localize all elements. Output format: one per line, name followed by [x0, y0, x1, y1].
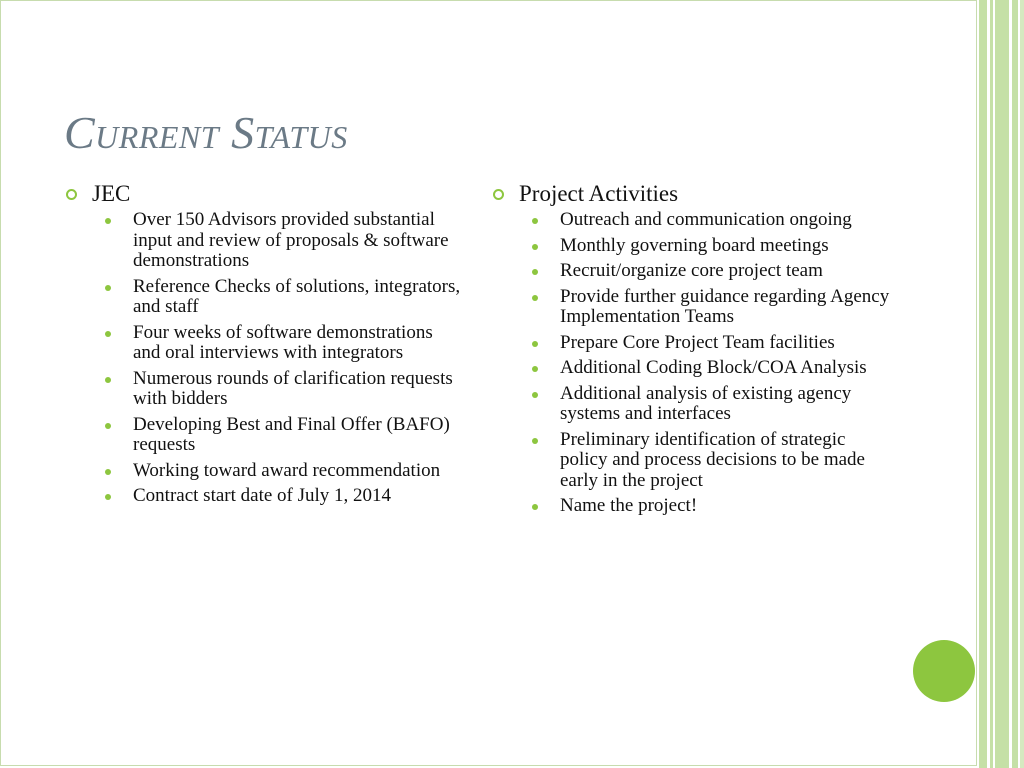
dot-bullet-icon — [532, 392, 538, 398]
list-item-text: Working toward award recommendation — [133, 459, 441, 481]
decorative-stripe — [990, 0, 993, 768]
decorative-stripe — [995, 0, 1009, 768]
slide-title: Current Status — [64, 107, 348, 158]
list-item-text: Numerous rounds of clarification requests with bidders — [133, 367, 453, 409]
project-activities-list — [519, 210, 891, 517]
list-item — [519, 333, 891, 354]
list-item — [519, 210, 891, 231]
right-column — [491, 180, 891, 522]
list-item — [92, 210, 464, 272]
list-item-text: Recruit/organize core project team — [560, 260, 823, 281]
list-item-text: Additional Coding Block/COA Analysis — [560, 357, 867, 378]
list-item — [92, 415, 464, 456]
jec-heading: JEC — [92, 181, 131, 206]
list-item-text: Name the project! — [560, 495, 698, 516]
jec-list — [92, 210, 464, 507]
list-item — [519, 430, 891, 492]
list-item — [519, 358, 891, 379]
left-column — [64, 180, 464, 512]
list-item-text: Additional analysis of existing agency systems and interfaces — [560, 382, 852, 424]
list-item — [519, 287, 891, 328]
list-item — [92, 461, 464, 482]
list-item — [92, 323, 464, 364]
list-item — [92, 486, 464, 507]
dot-bullet-icon — [532, 218, 538, 224]
dot-bullet-icon — [532, 295, 538, 301]
list-item — [519, 261, 891, 282]
dot-bullet-icon — [532, 366, 538, 372]
dot-bullet-icon — [532, 244, 538, 250]
project-activities-bullet — [491, 180, 891, 517]
decorative-stripe — [1012, 0, 1018, 768]
list-item — [519, 236, 891, 257]
list-item — [92, 369, 464, 410]
ring-bullet-icon — [66, 189, 77, 200]
dot-bullet-icon — [105, 377, 111, 383]
decorative-stripe — [1020, 0, 1024, 768]
list-item-text: Outreach and communication ongoing — [560, 209, 852, 230]
jec-bullet — [64, 180, 464, 507]
list-item-text: Four weeks of software demonstrations and oral interviews with integrators — [133, 321, 433, 363]
list-item — [92, 277, 464, 318]
project-activities-heading: Project Activities — [519, 181, 679, 206]
list-item-text: Developing Best and Final Offer (BAFO) requests — [133, 413, 450, 455]
dot-bullet-icon — [532, 341, 538, 347]
dot-bullet-icon — [105, 285, 111, 291]
list-item-text: Over 150 Advisors provided substantial input and review of proposals & software demonstrations — [133, 209, 449, 271]
dot-bullet-icon — [105, 469, 111, 475]
dot-bullet-icon — [105, 423, 111, 429]
dot-bullet-icon — [105, 331, 111, 337]
dot-bullet-icon — [105, 218, 111, 224]
ring-bullet-icon — [493, 189, 504, 200]
list-item-text: Reference Checks of solutions, integrators, and staff — [133, 275, 461, 317]
list-item — [519, 496, 891, 517]
dot-bullet-icon — [105, 494, 111, 500]
list-item — [519, 384, 891, 425]
decorative-circle — [913, 640, 975, 702]
list-item-text: Preliminary identification of strategic policy and process decisions to be made early in the project — [560, 428, 865, 491]
list-item-text: Prepare Core Project Team facilities — [560, 331, 835, 353]
list-item-text: Monthly governing board meetings — [560, 234, 829, 256]
decorative-stripe — [979, 0, 987, 768]
dot-bullet-icon — [532, 438, 538, 444]
list-item-text: Contract start date of July 1, 2014 — [133, 485, 392, 506]
dot-bullet-icon — [532, 269, 538, 275]
dot-bullet-icon — [532, 504, 538, 510]
list-item-text: Provide further guidance regarding Agency Implementation Teams — [560, 285, 890, 327]
